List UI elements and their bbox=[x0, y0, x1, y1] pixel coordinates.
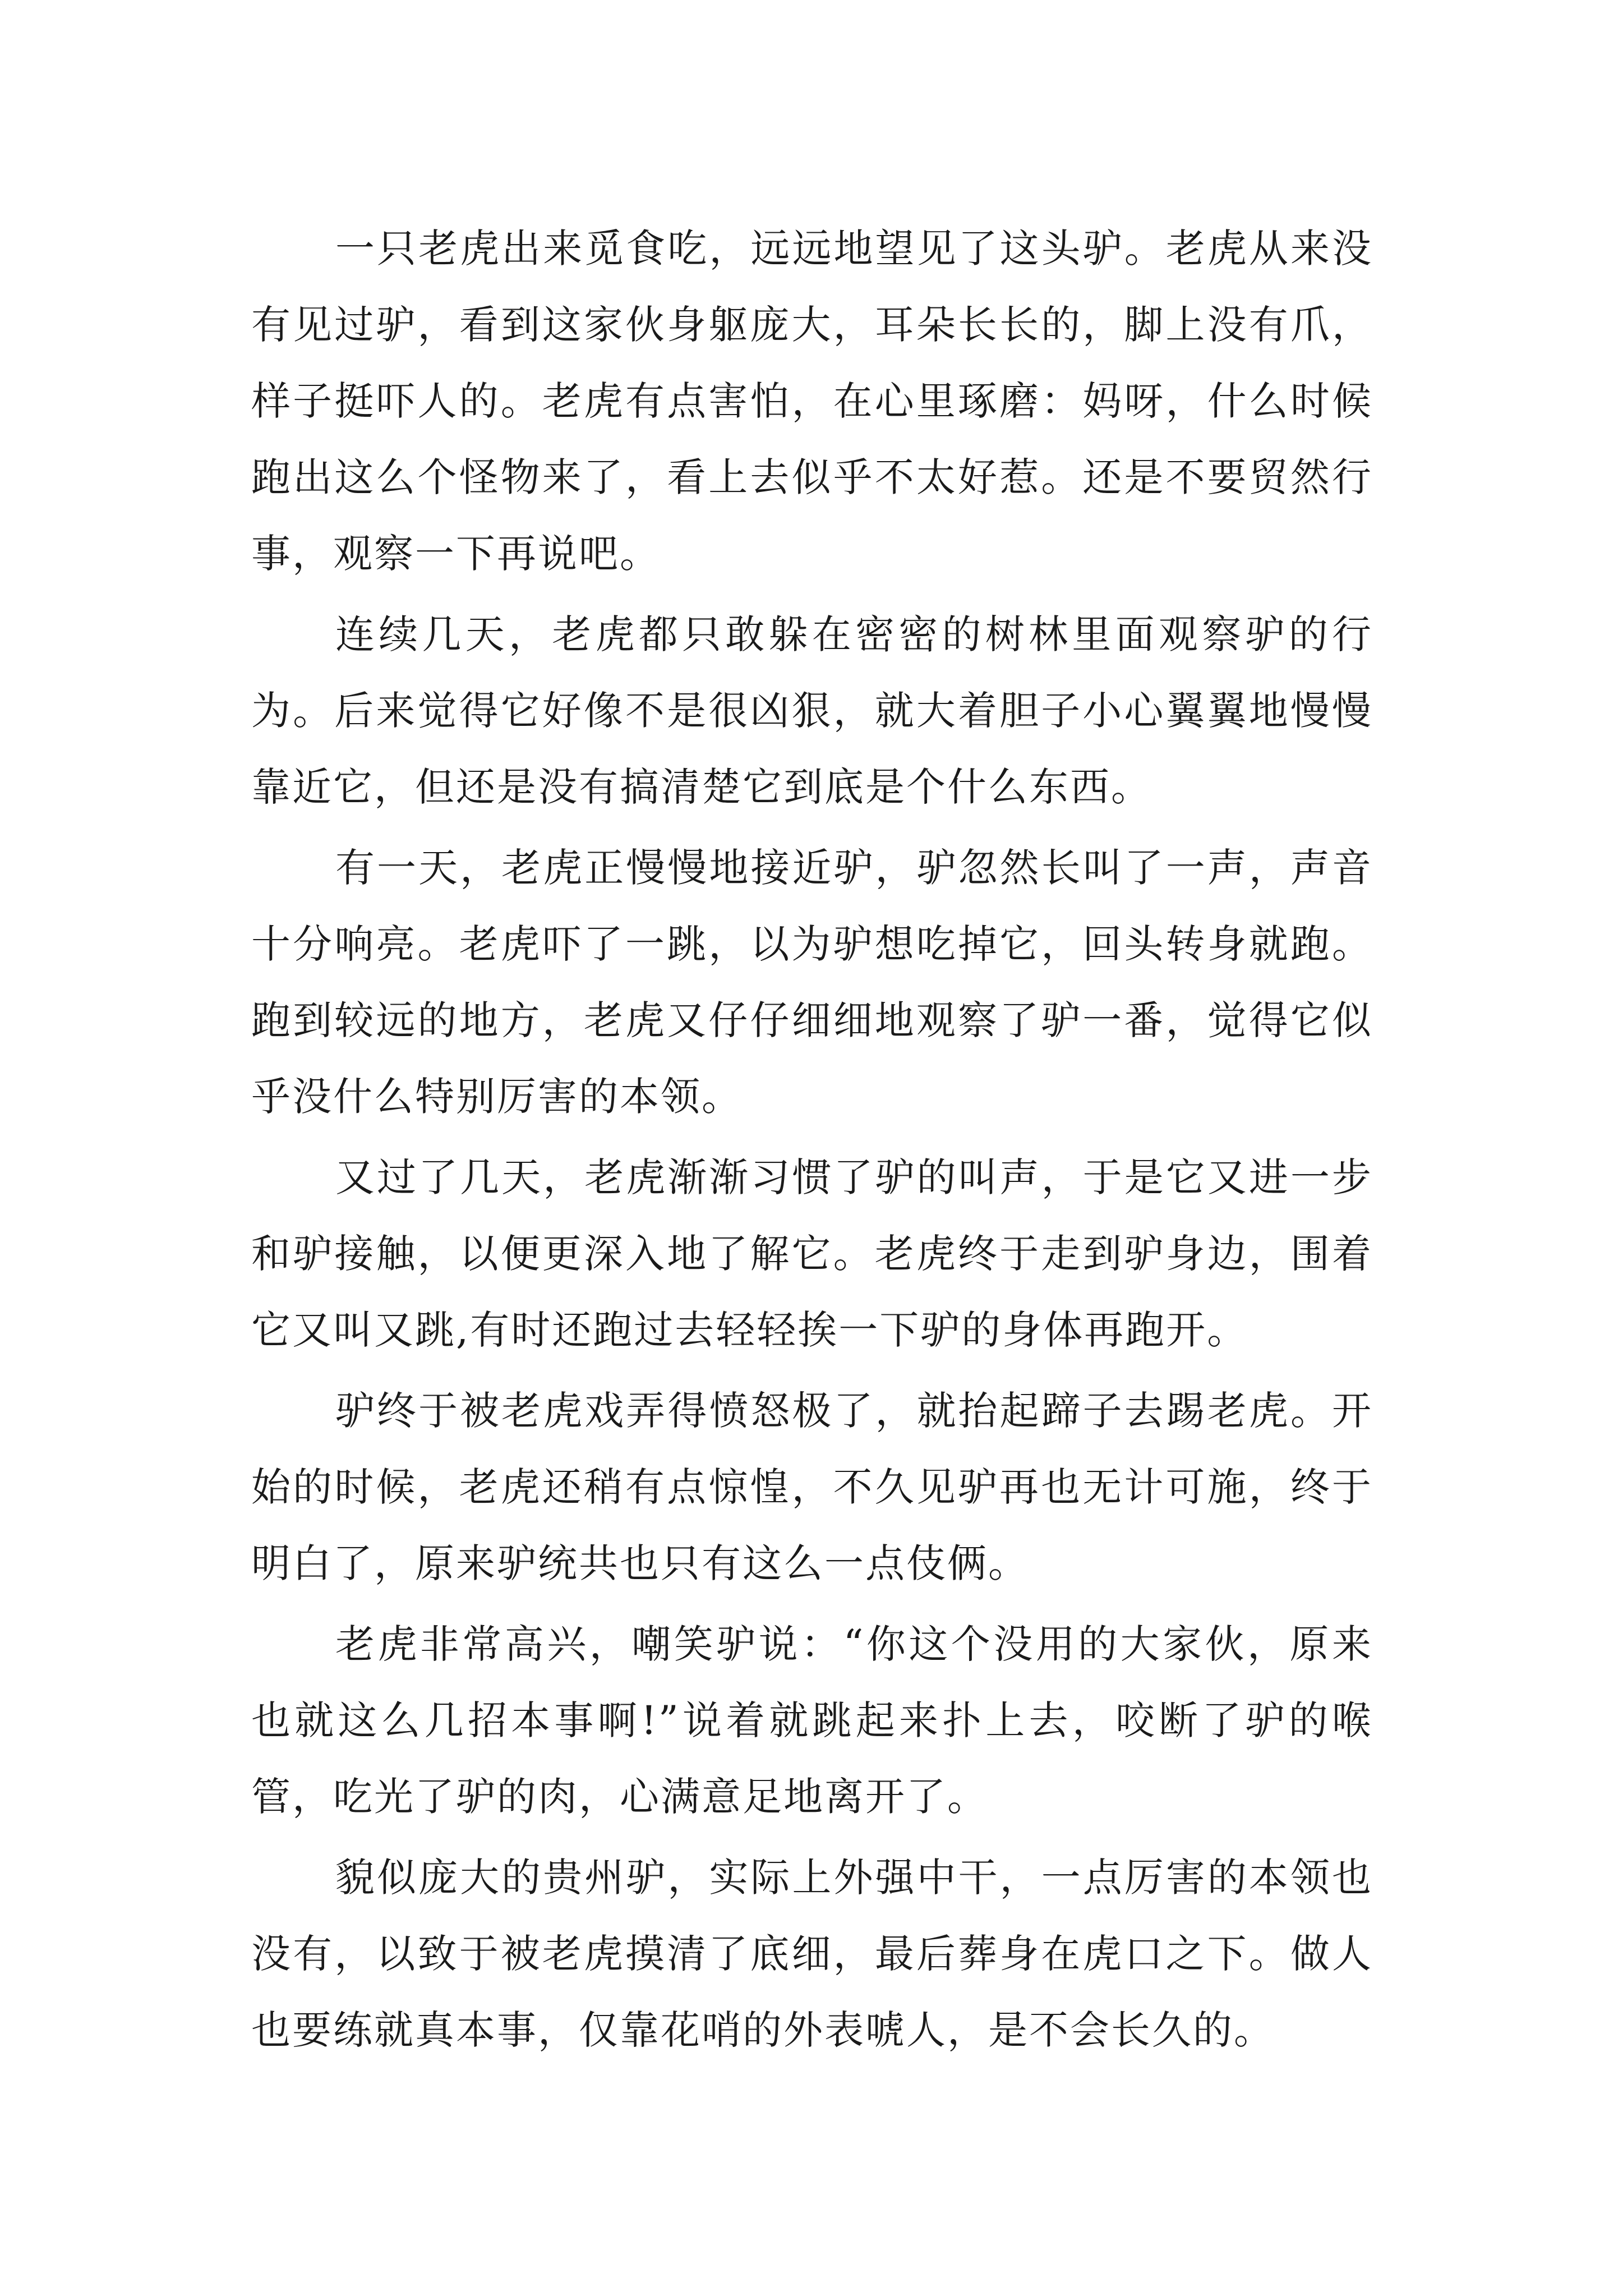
paragraph-6: 老虎非常高兴，嘲笑驴说：“你这个没用的大家伙，原来也就这么几招本事啊!”说着就跳起来扑上去，咬断了驴的喉管，吃光了驴的肉，心满意足地离开了。 bbox=[251, 1621, 1373, 1820]
document-page bbox=[251, 210, 1373, 2073]
paragraph-3: 有一天，老虎正慢慢地接近驴，驴忽然长叫了一声，声音十分响亮。老虎吓了一跳，以为驴想吃掉它，回头转身就跑。跑到较远的地方，老虎又仔仔细细地观察了驴一番，觉得它似乎没什么特别厉害的本领。 bbox=[251, 845, 1373, 1120]
paragraph-1: 一只老虎出来觅食吃，远远地望见了这头驴。老虎从来没有见过驴，看到这家伙身躯庞大，耳朵长长的，脚上没有爪，样子挺吓人的。老虎有点害怕，在心里琢磨：妈呀，什么时候跑出这么个怪物来了，看上去似乎不太好惹。还是不要贸然行事，观察一下再说吧。 bbox=[251, 226, 1373, 577]
paragraph-5: 驴终于被老虎戏弄得愤怒极了，就抬起蹄子去踢老虎。开始的时候，老虎还稍有点惊惶，不久见驴再也无计可施，终于明白了，原来驴统共也只有这么一点伎俩。 bbox=[251, 1388, 1373, 1586]
paragraph-4: 又过了几天，老虎渐渐习惯了驴的叫声，于是它又进一步和驴接触，以便更深入地了解它。老虎终于走到驴身边，围着它又叫又跳,有时还跑过去轻轻挨一下驴的身体再跑开。 bbox=[251, 1154, 1373, 1353]
paragraph-2: 连续几天，老虎都只敢躲在密密的树林里面观察驴的行为。后来觉得它好像不是很凶狠，就大着胆子小心翼翼地慢慢靠近它，但还是没有搞清楚它到底是个什么东西。 bbox=[251, 611, 1373, 810]
paragraph-7: 貌似庞大的贵州驴，实际上外强中干，一点厉害的本领也没有，以致于被老虎摸清了底细，最后葬身在虎口之下。做人也要练就真本事，仅靠花哨的外表唬人，是不会长久的。 bbox=[251, 1855, 1373, 2053]
